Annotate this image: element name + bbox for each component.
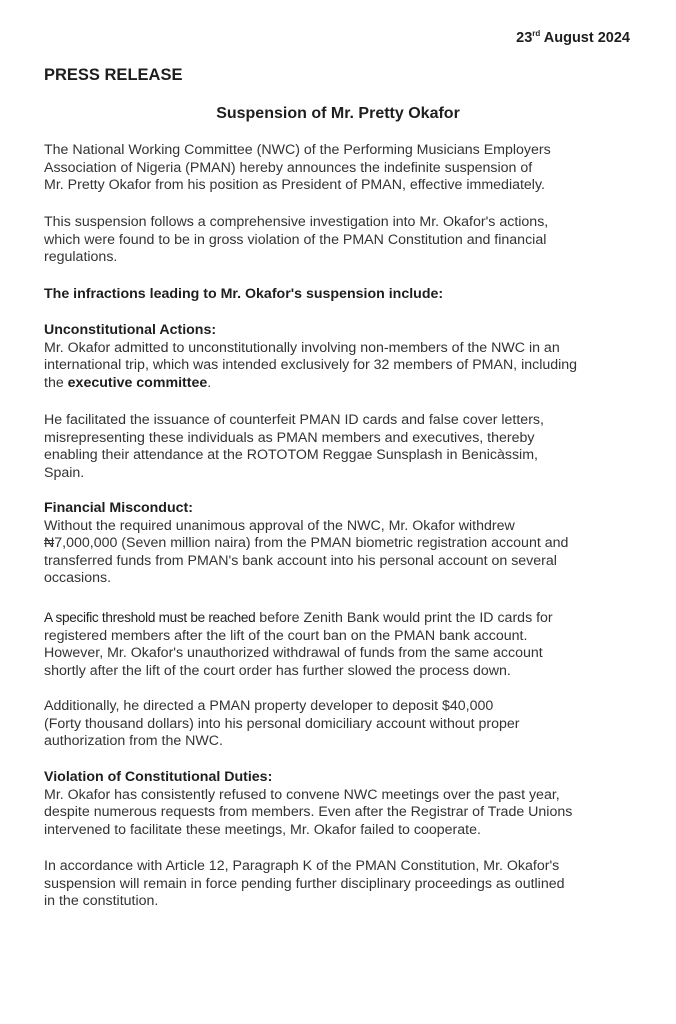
section-heading: Violation of Constitutional Duties:: [44, 769, 273, 785]
text-line: The National Working Committee (NWC) of the Performing Musicians Employers: [44, 142, 551, 158]
intro-paragraph: [44, 142, 551, 195]
constitutional-duties-section: [44, 769, 572, 839]
text-line: in the constitution.: [44, 893, 159, 910]
release-date: [516, 30, 630, 46]
heading-text: The infractions leading to Mr. Okafor's suspension include:: [44, 286, 444, 302]
deposit-paragraph: [44, 698, 520, 751]
conclusion-paragraph: [44, 858, 565, 911]
text-line: However, Mr. Okafor's unauthorized withdrawal of funds from the same account: [44, 645, 543, 662]
text-line: In accordance with Article 12, Paragraph K of the PMAN Constitution, Mr. Okafor's: [44, 858, 560, 874]
text-line: Mr. Pretty Okafor from his position as President of PMAN, effective immediately.: [44, 177, 545, 194]
infractions-heading: [44, 286, 443, 304]
unconstitutional-actions-section: [44, 322, 577, 392]
text-line: Additionally, he directed a PMAN property developer to deposit $40,000: [44, 698, 494, 714]
text-line: misrepresenting these individuals as PMAN members and executives, thereby: [44, 429, 535, 446]
text-line: transferred funds from PMAN's bank account into his personal account on several: [44, 552, 557, 569]
text-line: suspension will remain in force pending further disciplinary proceedings as outlined: [44, 875, 565, 892]
text-line: despite numerous requests from members. Even after the Registrar of Trade Unions: [44, 804, 573, 821]
section-heading: Financial Misconduct:: [44, 500, 193, 516]
text-line: international trip, which was intended exclusively for 32 members of PMAN, including: [44, 357, 578, 374]
text-line: authorization from the NWC.: [44, 733, 223, 750]
text-line: [44, 609, 553, 628]
press-release-label: PRESS RELEASE: [44, 66, 183, 84]
text-line: [44, 375, 577, 393]
counterfeit-paragraph: [44, 412, 544, 482]
text-line: Without the required unanimous approval of the NWC, Mr. Okafor withdrew: [44, 517, 515, 534]
text-line: Association of Nigeria (PMAN) hereby announces the indefinite suspension of: [44, 159, 533, 176]
investigation-paragraph: [44, 214, 548, 267]
text-line: Spain.: [44, 464, 85, 481]
text-line: which were found to be in gross violation of the PMAN Constitution and financial: [44, 231, 547, 248]
text-fragment: before Zenith Bank would print the ID cards for: [255, 610, 553, 626]
text-line: Mr. Okafor has consistently refused to convene NWC meetings over the past year,: [44, 786, 560, 803]
text-fragment: .: [207, 374, 212, 391]
date-suffix: rd: [532, 29, 541, 38]
text-line: (Forty thousand dollars) into his personal domiciliary account without proper: [44, 715, 520, 732]
text-line: ₦7,000,000 (Seven million naira) from the PMAN biometric registration account and: [44, 535, 569, 552]
text-line: regulations.: [44, 249, 118, 266]
text-line: shortly after the lift of the court order has further slowed the process down.: [44, 662, 511, 679]
text-line: registered members after the lift of the court ban on the PMAN bank account.: [44, 627, 528, 644]
date-day: 23: [516, 30, 533, 46]
text-fragment: the: [44, 374, 68, 391]
bold-text: executive committee: [67, 374, 208, 391]
text-line: enabling their attendance at the ROTOTOM Reggae Sunsplash in Benicàssim,: [44, 447, 538, 464]
text-line: He facilitated the issuance of counterfeit PMAN ID cards and false cover letters,: [44, 412, 544, 428]
text-line: occasions.: [44, 570, 112, 587]
section-heading: Unconstitutional Actions:: [44, 322, 217, 338]
text-line: This suspension follows a comprehensive investigation into Mr. Okafor's actions,: [44, 214, 549, 230]
text-line: intervened to facilitate these meetings, Mr. Okafor failed to cooperate.: [44, 821, 481, 838]
document-title: Suspension of Mr. Pretty Okafor: [216, 105, 460, 122]
text-line: Mr. Okafor admitted to unconstitutionally involving non-members of the NWC in an: [44, 339, 560, 356]
text-fragment: A specific threshold must be reached: [44, 610, 256, 625]
financial-misconduct-section: [44, 500, 568, 588]
date-month-year: August 2024: [543, 30, 630, 46]
threshold-paragraph: [44, 609, 553, 680]
